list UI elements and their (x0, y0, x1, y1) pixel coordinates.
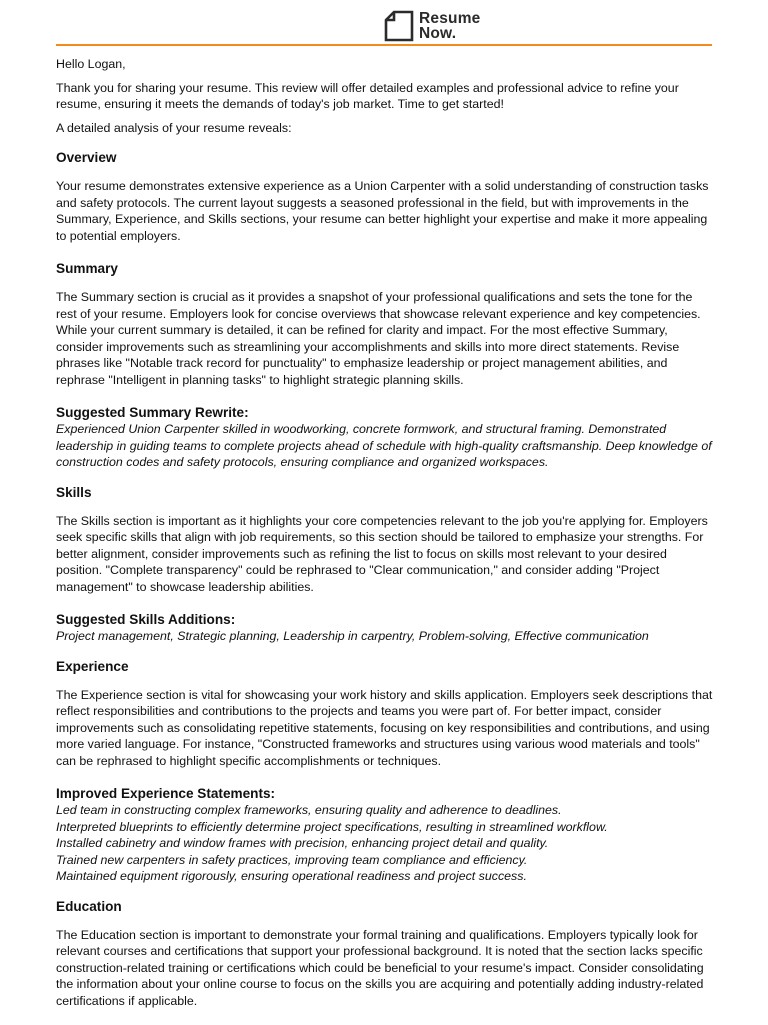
document-icon (384, 10, 414, 42)
experience-statement: Maintained equipment rigorously, ensuring operational readiness and project success. (56, 869, 527, 883)
intro-paragraph: Thank you for sharing your resume. This review will offer detailed examples and professional advice to refine your resume, ensuring it meets the demands of today's job market. Time to get started! (56, 80, 679, 111)
experience-statement: Interpreted blueprints to efficiently determine project specifications, resulting in streamlined workflow. (56, 819, 608, 834)
skills-paragraph: The Skills section is important as it highlights your core competencies relevant to the job you're applying for. Employers seek specific skills that align with job requirements, so this section should be tailored to emphasize your strengths. For better alignment, consider improvements such as refining the list to focus on skills most relevant to your desired position. "Complete transparency" could be rephrased to "Clear communication," and consider adding "Project management" to showcase leadership abilities. (56, 513, 708, 594)
header (56, 0, 712, 46)
skills-additions-heading: Suggested Skills Additions: (56, 612, 236, 627)
greeting: Hello Logan, (56, 57, 126, 71)
experience-statement: Led team in constructing complex frameworks, ensuring quality and adherence to deadlines. (56, 803, 562, 817)
overview-heading: Overview (56, 150, 117, 165)
improved-experience-list (56, 802, 716, 885)
skills-heading: Skills (56, 484, 92, 500)
summary-rewrite-heading: Suggested Summary Rewrite: (56, 405, 249, 420)
brand-logo (384, 10, 481, 42)
skills-additions-text: Project management, Strategic planning, Leadership in carpentry, Problem-solving, Effective communication (56, 629, 649, 643)
experience-statement: Installed cabinetry and window frames with precision, enhancing project detail and quality. (56, 836, 549, 850)
summary-paragraph: The Summary section is crucial as it provides a snapshot of your professional qualifications and sets the tone for the rest of your resume. Employers look for concise overviews that showcase relevant experience and key competencies. While your current summary is detailed, it can be refined for clarity and impact. For the most effective Summary, consider improvements such as streamlining your accomplishments and skills into more direct statements. Revise phrases like "Notable track record for punctuality" to emphasize leadership or project management abilities, and rephrase "Intelligent in planning tasks" to highlight strategic planning skills. (56, 290, 701, 387)
brand-line2: Now. (419, 24, 457, 42)
lead-paragraph: A detailed analysis of your resume reveals: (56, 120, 292, 135)
experience-paragraph: The Experience section is vital for showcasing your work history and skills application. Employers seek descriptions that reflect responsibilities and contributions to the projects and teams you were part of. For better impact, consider improvements such as consolidating repetitive statements, focusing on key responsibilities and contributions, and using more varied language. For instance, "Constructed frameworks and structures using various wood materials and tools" can be rephrased to highlight specific accomplishments or techniques. (56, 687, 713, 768)
summary-heading: Summary (56, 261, 118, 276)
brand-name (419, 12, 481, 41)
brand-line1: Resume (419, 10, 481, 27)
improved-experience-heading: Improved Experience Statements: (56, 786, 276, 801)
summary-rewrite-text: Experienced Union Carpenter skilled in woodworking, concrete formwork, and structural framing. Demonstrated leadership in guiding teams to complete projects ahead of schedule with high-quality craftsmanship. Deep knowledge of construction codes and safety protocols, ensuring compliance and organized workspaces. (56, 422, 712, 469)
overview-paragraph: Your resume demonstrates extensive experience as a Union Carpenter with a solid understanding of construction tasks and safety protocols. The current layout suggests a seasoned professional in the field, but with improvements in the Summary, Experience, and Skills sections, your resume can better highlight your expertise and make it more appealing to potential employers. (56, 179, 709, 243)
education-heading: Education (56, 898, 122, 914)
education-paragraph: The Education section is important to demonstrate your formal training and qualifications. Employers typically look for relevant courses and certifications that support your professional background. It is noted that the section lacks specific construction-related training or certifications which could be beneficial to your resume's impact. Consider consolidating the information about your online course to focus on the skills you are acquiring and potentially adding industry-related certifications if applicable. (56, 927, 704, 1008)
experience-heading: Experience (56, 658, 129, 674)
experience-statement: Trained new carpenters in safety practices, improving team compliance and efficiency. (56, 852, 528, 867)
review-content (56, 56, 716, 1025)
